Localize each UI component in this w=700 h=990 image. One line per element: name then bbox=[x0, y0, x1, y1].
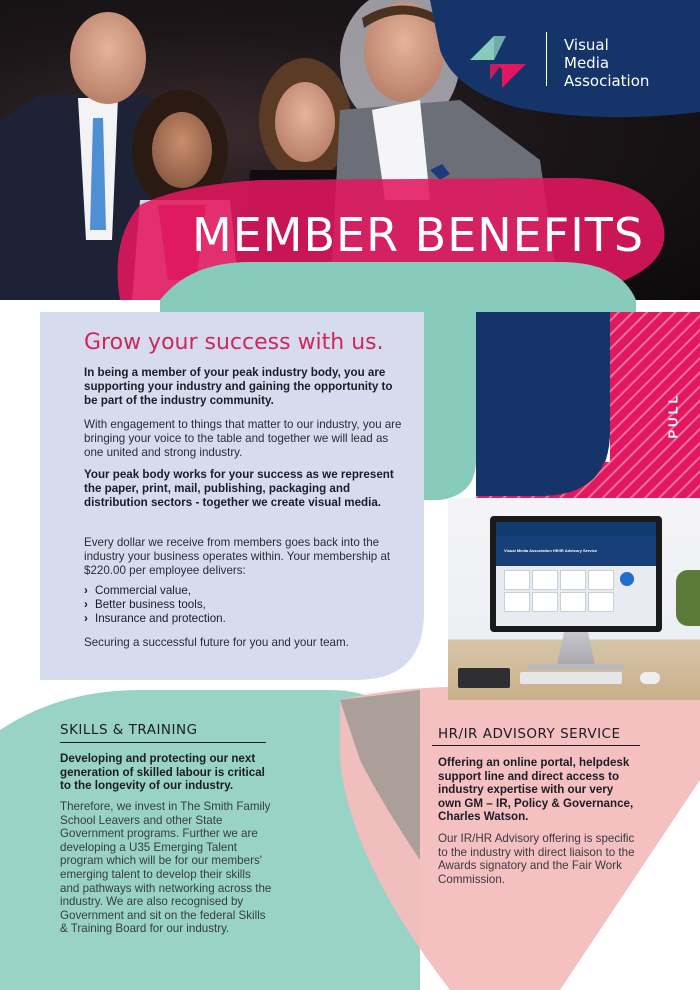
hr-lead: Offering an online portal, helpdesk support line and direct access to industry expertise with our very own GM – IR, Policy & Governance, Charles Watson. bbox=[438, 756, 634, 824]
intro-para-2: With engagement to things that matter to our industry, you are bringing your voice to the table and together we will lead as one united and strong industry. bbox=[84, 418, 402, 459]
logo-line-3: Association bbox=[564, 72, 650, 90]
hr-title: HR/IR ADVISORY SERVICE bbox=[438, 726, 621, 742]
chevron-right-icon: › bbox=[84, 598, 88, 611]
hr-rule bbox=[432, 745, 640, 746]
list-item: › Commercial value, bbox=[84, 584, 191, 597]
monitor-base bbox=[528, 664, 624, 670]
list-item: › Insurance and protection. bbox=[84, 612, 226, 625]
skills-body: Therefore, we invest in The Smith Family School Leavers and other State Government programs. Further we are developing a U35 Emerging Talent program which will be for our members' emerging talent to develop their skills and pathways with networking across the industry. We are also recognised by Government and sit on the federal Skills & Training Board for our industry. bbox=[60, 800, 272, 936]
chevron-right-icon: › bbox=[84, 612, 88, 625]
hr-body: Our IR/HR Advisory offering is specific to the industry with direct liaison to the Awards signatory and the Fair Work Commission. bbox=[438, 832, 635, 886]
screen-title: Visual Media Association HR/IR Advisory Service bbox=[504, 548, 598, 553]
intro-heading: Grow your success with us. bbox=[84, 330, 384, 355]
skills-title: SKILLS & TRAINING bbox=[60, 722, 198, 738]
benefits-list bbox=[84, 584, 384, 626]
intro-para-3: Your peak body works for your success as we represent the paper, print, mail, publishing, packaging and distribution sectors - together we create visual media. bbox=[84, 468, 394, 509]
skills-lead: Developing and protecting our next generation of skilled labour is critical to the longevity of our industry. bbox=[60, 752, 265, 793]
logo-line-2: Media bbox=[564, 54, 610, 72]
monitor-image bbox=[490, 516, 662, 632]
notebook-image bbox=[458, 668, 510, 688]
intro-para-4: Every dollar we receive from members goes back into the industry your business operates within. Your membership at $220.00 per employee delivers: bbox=[84, 536, 391, 577]
intro-para-1: In being a member of your peak industry body, you are supporting your industry and gaining the opportunity to be part of the industry community. bbox=[84, 366, 393, 407]
logo-line-1: Visual bbox=[564, 36, 609, 54]
intro-closing: Securing a successful future for you and your team. bbox=[84, 636, 349, 649]
mouse-image bbox=[640, 672, 660, 684]
plant-image bbox=[676, 570, 700, 626]
skills-rule bbox=[60, 742, 266, 743]
page-title: MEMBER BENEFITS bbox=[192, 208, 645, 262]
chevron-right-icon: › bbox=[84, 584, 88, 597]
keyboard-image bbox=[520, 672, 622, 684]
list-item: › Better business tools, bbox=[84, 598, 206, 611]
pull-tab-label[interactable]: PULL bbox=[665, 392, 681, 439]
monitor-screen bbox=[496, 522, 656, 626]
